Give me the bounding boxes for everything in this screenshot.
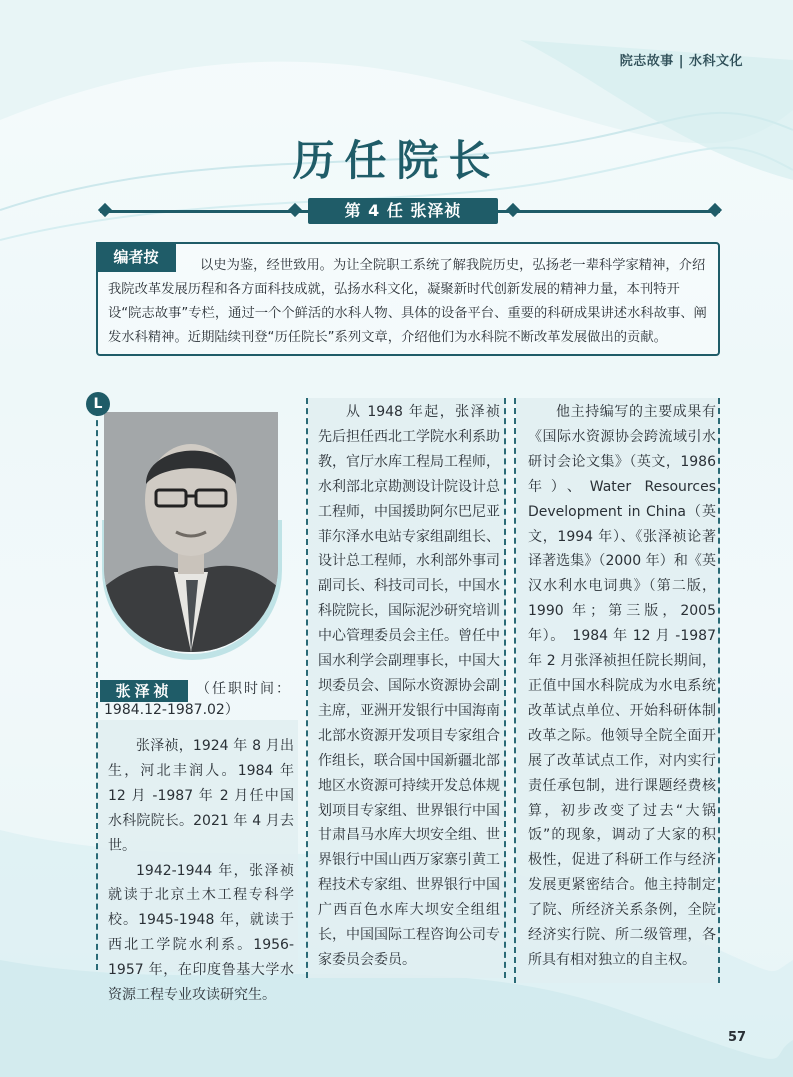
right-diamond-icon <box>708 203 722 217</box>
editor-note-box <box>96 242 720 356</box>
portrait-photo <box>104 412 278 652</box>
term-label: （任职时间： <box>196 681 292 697</box>
achievements-paragraph: 他主持编写的主要成果有《国际水资源协会跨流域引水研讨会论文集》（英文，1986 年）、Water Resources Development in China（英文，1994 年）、《张泽祯论著译著选集》（2000 年）和《英汉水利水电词典》（第二版，1990 年；第三版，2005 年）。 1984 年 12 月 -1987 年 2 月张泽祯担任院长期间，正值中国水科院成为水电系统改革试点单位、开始科研体制改革之际。他领导全院全面开展了改革试点工作，对内实行责任承包制，进行课题经费核算，初步改变了过去“大锅饭”的现象，调动了大家的积极性，促进了科研工作与经济发展更紧密结合。他主持制定了院、所经济关系条例，全院经济实行院、所二级管理，各所具有相对独立的自主权。 <box>528 404 716 968</box>
right-inner-diamond-icon <box>506 203 520 217</box>
page-number: 57 <box>728 1030 747 1045</box>
column2-text <box>318 400 500 973</box>
column-name: 水科文化 <box>688 54 743 69</box>
left-diamond-icon <box>98 203 112 217</box>
section-header <box>620 50 743 69</box>
column3-text <box>528 400 716 973</box>
left-inner-diamond-icon <box>288 203 302 217</box>
career-paragraph: 从 1948 年起，张泽祯先后担任西北工学院水利系助教，官厅水库工程局工程师，水利部北京勘测设计院设计总工程师，中国援助阿尔巴尼亚菲尔泽水电站专家组副组长、设计总工程师，水利部外事司副司长、科技司司长，中国水科院院长，国际泥沙研究培训中心管理委员会主任。曾任中国水利学会副理事长，中国大坝委员会、国际水资源协会副主席，亚洲开发银行中国海南北部水资源开发项目专家组合作组长，联合国中国新疆北部地区水资源可持续开发总体规划项目专家组、世界银行中国甘肃昌马水库大坝安全组、世界银行中国山西万家寨引黄工程技术专家组、世界银行中国广西百色水库大坝安全组组长，中国国际工程咨询公司专家委员会委员。 <box>318 404 500 968</box>
section-name: 院志故事 <box>619 54 674 69</box>
bio-paragraph-2: 1942-1944 年，张泽祯就读于北京土木工程专科学校。1945-1948 年，就读于西北工学院水利系。1956-1957 年，在印度鲁基大学水资源工程专业攻读研究生。 <box>108 862 294 1004</box>
profile-name: 张泽祯 <box>100 680 188 702</box>
editor-note-text: 以史为鉴，经世致用。为让全院职工系统了解我院历史，弘扬老一辈科学家精神，介绍我院改革发展历程和各方面科技成就，弘扬水科文化，凝聚新时代创新发展的精神力量，本刊特开设“院志故事”专栏，通过一个个鲜活的水科人物、具体的设备平台、重要的科研成果讲述水科故事、阐发水科精神。近期陆续刊登“历任院长”系列文章，介绍他们为水科院不断改革发展做出的贡献。 <box>108 258 707 345</box>
subtitle: 第 4 任 张泽祯 <box>308 198 498 224</box>
term-dates: 1984.12-1987.02） <box>104 702 239 718</box>
l-badge-icon: L <box>86 392 110 416</box>
column1-text <box>108 734 294 1008</box>
editor-note-tag: 编者按 <box>96 242 176 272</box>
page-title: 历任院长 <box>292 136 501 185</box>
header-separator: | <box>678 54 684 69</box>
bio-paragraph-1: 张泽祯，1924 年 8 月出生，河北丰润人。1984 年 12 月 -1987 年 2 月任中国水科院院长。2021 年 4 月去世。 <box>108 738 294 854</box>
